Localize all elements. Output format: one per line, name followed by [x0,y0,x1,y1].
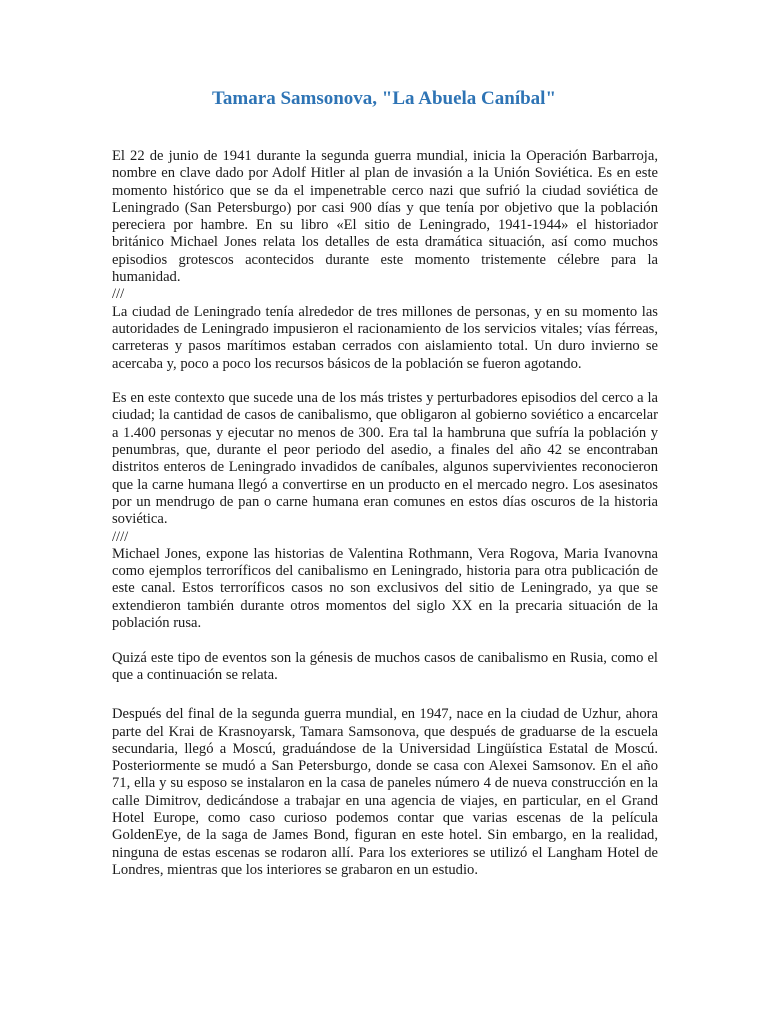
paragraph-cannibalism-cases: Es en este contexto que sucede una de los más tristes y perturbadores episodios del cerco a la ciudad; la cantidad de casos de canibalismo, que obligaron al gobierno soviético a encarcelar a 1.400 personas y ejecutar no menos de 300. Era tal la hambruna que sufría la población y penumbras, que, durante el peor periodo del asedio, a finales del año 42 se encontraban distritos enteros de Leningrado invadidos de caníbales, algunos supervivientes reconocieron que la carne humana llegó a convertirse en un producto en el mercado negro. Los asesinatos por un mendrugo de pan o carne humana eran comunes en estos días oscuros de la historia soviética. [112,390,658,528]
paragraph-operation-barbarroja: El 22 de junio de 1941 durante la segunda guerra mundial, inicia la Operación Barbarroja, nombre en clave dado por Adolf Hitler al plan de invasión a la Unión Soviética. Es en este momento histórico que se da el impenetrable cerco nazi que sufrió la ciudad soviética de Leningrado (San Petersburgo) por casi 900 días y que tenía por objetivo que la población pereciera por hambre. En su libro «El sitio de Leningrado, 1941-1944» el historiador británico Michael Jones relata los detalles de esta dramática situación, así como muchos episodios grotescos acontecidos durante este momento tristemente célebre para la humanidad. [112,148,658,286]
paragraph-leningrad-population: La ciudad de Leningrado tenía alrededor de tres millones de personas, y en su momento las autoridades de Leningrado impusieron el racionamiento de los servicios vitales; vías férreas, carreteras y pasos marítimos estaban cerrados con aislamiento total. Un duro invierno se acercaba y, poco a poco los recursos básicos de la población se fueron agotando. [112,303,658,372]
paragraph-gap [112,632,658,649]
paragraph-genesis: Quizá este tipo de eventos son la génesis de muchos casos de canibalismo en Rusia, como el que a continuación se relata. [112,649,658,683]
paragraph-gap [112,684,658,706]
paragraph-gap [112,373,658,390]
article-body [112,148,658,879]
section-separator: //// [112,528,129,545]
page-title: Tamara Samsonova, "La Abuela Caníbal" [212,88,556,109]
section-separator: /// [112,286,125,303]
paragraph-michael-jones: Michael Jones, expone las historias de Valentina Rothmann, Vera Rogova, Maria Ivanovna como ejemplos terroríficos del canibalismo en Leningrado, historia para otra publicación de este canal. Estos terroríficos casos no son exclusivos del sitio de Leningrado, ya que se extendieron también durante otros momentos del siglo XX en la precaria situación de la población rusa. [112,545,658,632]
paragraph-tamara-biography: Después del final de la segunda guerra mundial, en 1947, nace en la ciudad de Uzhur, ahora parte del Krai de Krasnoyarsk, Tamara Samsonova, que después de graduarse de la escuela secundaria, llegó a Moscú, graduándose de la Universidad Lingüística Estatal de Moscú. Posteriormente se mudó a San Petersburgo, donde se casa con Alexei Samsonov. En el año 71, ella y su esposo se instalaron en la casa de paneles número 4 de nueva construcción en la calle Dimitrov, dedicándose a trabajar en una agencia de viajes, en particular, en el Grand Hotel Europe, como caso curioso podemos contar que varias escenas de la película GoldenEye, de la saga de James Bond, figuran en este hotel. Sin embargo, en la realidad, ninguna de estas escenas se rodaron allí. Para los exteriores se utilizó el Langham Hotel de Londres, mientras que los interiores se grabaron en un estudio. [112,706,658,878]
